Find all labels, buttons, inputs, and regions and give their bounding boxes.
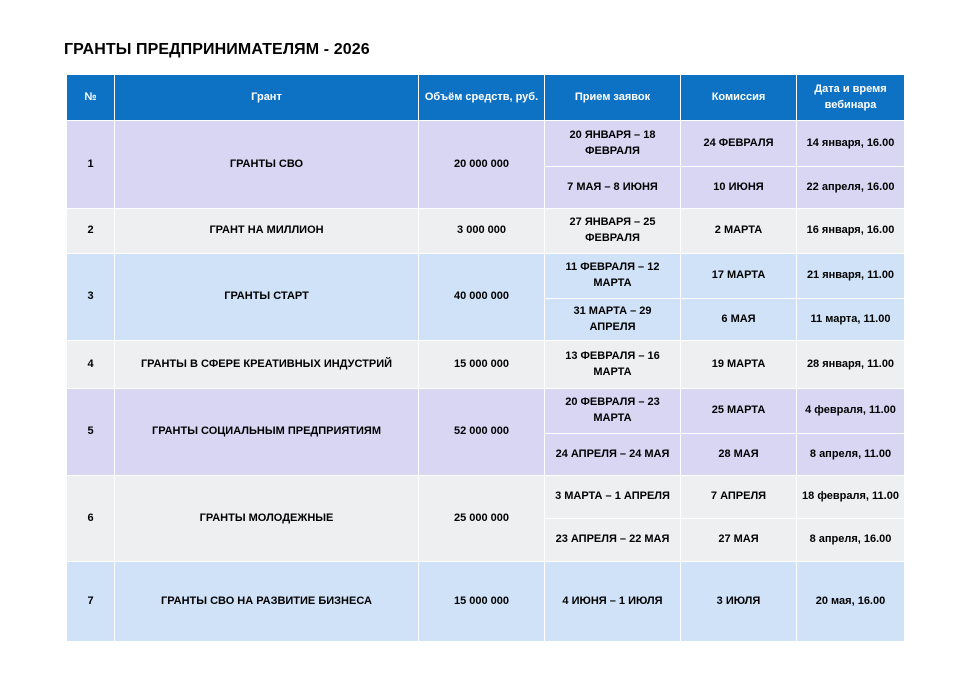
intake-period: 11 ФЕВРАЛЯ – 12 МАРТА [545,254,681,299]
page-title: ГРАНТЫ ПРЕДПРИНИМАТЕЛЯМ - 2026 [64,41,370,58]
grant-num: 1 [67,121,115,209]
intake-period: 24 АПРЕЛЯ – 24 МАЯ [545,434,681,476]
grant-name: ГРАНТЫ СОЦИАЛЬНЫМ ПРЕДПРИЯТИЯМ [115,389,419,476]
grant-num: 7 [67,562,115,642]
intake-period: 20 ФЕВРАЛЯ – 23 МАРТА [545,389,681,434]
table-body [67,121,905,642]
commission-date: 2 МАРТА [681,209,797,254]
webinar-datetime: 22 апреля, 16.00 [797,167,905,209]
webinar-datetime: 4 февраля, 11.00 [797,389,905,434]
webinar-datetime: 8 апреля, 16.00 [797,519,905,562]
commission-date: 25 МАРТА [681,389,797,434]
webinar-datetime: 11 марта, 11.00 [797,299,905,341]
webinar-datetime: 8 апреля, 11.00 [797,434,905,476]
intake-period: 7 МАЯ – 8 ИЮНЯ [545,167,681,209]
commission-date: 19 МАРТА [681,341,797,389]
grants-table [66,74,905,642]
table-row [67,209,905,254]
intake-period: 31 МАРТА – 29 АПРЕЛЯ [545,299,681,341]
table-row [67,389,905,434]
header-commission: Комиссия [681,75,797,121]
grant-amount: 20 000 000 [419,121,545,209]
grant-amount: 15 000 000 [419,562,545,642]
commission-date: 7 АПРЕЛЯ [681,476,797,519]
grant-name: ГРАНТЫ СВО НА РАЗВИТИЕ БИЗНЕСА [115,562,419,642]
intake-period: 13 ФЕВРАЛЯ – 16 МАРТА [545,341,681,389]
header-intake: Прием заявок [545,75,681,121]
grant-amount: 15 000 000 [419,341,545,389]
grant-num: 3 [67,254,115,341]
commission-date: 6 МАЯ [681,299,797,341]
table-row [67,476,905,519]
table-row [67,562,905,642]
webinar-datetime: 28 января, 11.00 [797,341,905,389]
commission-date: 10 ИЮНЯ [681,167,797,209]
header-num: № [67,75,115,121]
webinar-datetime: 18 февраля, 11.00 [797,476,905,519]
header-webinar: Дата и время вебинара [797,75,905,121]
grant-num: 2 [67,209,115,254]
intake-period: 20 ЯНВАРЯ – 18 ФЕВРАЛЯ [545,121,681,167]
grant-name: ГРАНТЫ СТАРТ [115,254,419,341]
commission-date: 27 МАЯ [681,519,797,562]
grant-amount: 40 000 000 [419,254,545,341]
grant-amount: 52 000 000 [419,389,545,476]
webinar-datetime: 16 января, 16.00 [797,209,905,254]
table-header-row [67,75,905,121]
intake-period: 3 МАРТА – 1 АПРЕЛЯ [545,476,681,519]
intake-period: 23 АПРЕЛЯ – 22 МАЯ [545,519,681,562]
webinar-datetime: 20 мая, 16.00 [797,562,905,642]
grant-name: ГРАНТЫ МОЛОДЕЖНЫЕ [115,476,419,562]
grant-name: ГРАНТЫ СВО [115,121,419,209]
header-grant: Грант [115,75,419,121]
grant-num: 5 [67,389,115,476]
webinar-datetime: 14 января, 16.00 [797,121,905,167]
grant-name: ГРАНТЫ В СФЕРЕ КРЕАТИВНЫХ ИНДУСТРИЙ [115,341,419,389]
commission-date: 24 ФЕВРАЛЯ [681,121,797,167]
grant-amount: 25 000 000 [419,476,545,562]
grant-name: ГРАНТ НА МИЛЛИОН [115,209,419,254]
header-amount: Объём средств, руб. [419,75,545,121]
grant-amount: 3 000 000 [419,209,545,254]
commission-date: 3 ИЮЛЯ [681,562,797,642]
table-row [67,121,905,167]
webinar-datetime: 21 января, 11.00 [797,254,905,299]
grant-num: 6 [67,476,115,562]
table-row [67,341,905,389]
table-row [67,254,905,299]
grant-num: 4 [67,341,115,389]
commission-date: 17 МАРТА [681,254,797,299]
intake-period: 4 ИЮНЯ – 1 ИЮЛЯ [545,562,681,642]
intake-period: 27 ЯНВАРЯ – 25 ФЕВРАЛЯ [545,209,681,254]
commission-date: 28 МАЯ [681,434,797,476]
